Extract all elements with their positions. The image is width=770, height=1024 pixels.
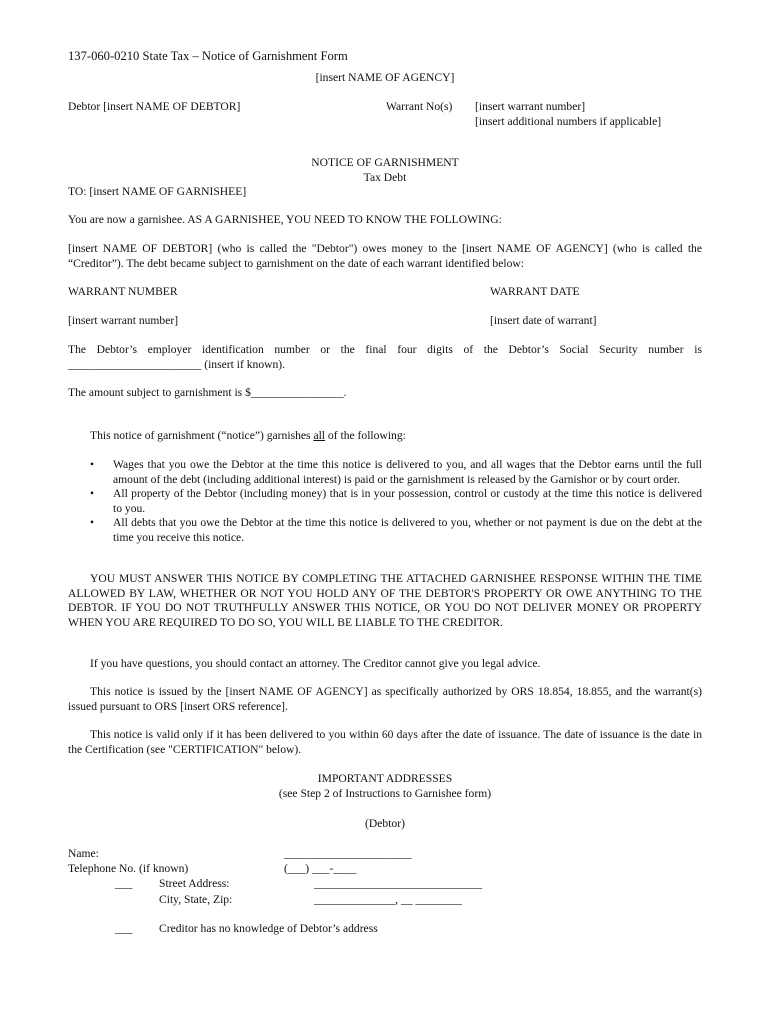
city-state-zip-field-line[interactable]: ______________, __ ________	[314, 893, 462, 906]
ssn-paragraph: The Debtor’s employer identification number or the final four digits of the Debtor’s Social Security number is _______________________ (insert if known).	[68, 343, 702, 371]
bullet-item-wages	[90, 458, 702, 487]
warrant-number-value: [insert warrant number]	[475, 100, 586, 113]
garnishes-text-pre: This notice of garnishment (“notice”) garnishes	[90, 429, 314, 442]
additional-warrant-numbers: [insert additional numbers if applicable]	[475, 115, 662, 128]
warrant-number-header: WARRANT NUMBER	[68, 285, 178, 298]
intro-paragraph: You are now a garnishee. AS A GARNISHEE, YOU NEED TO KNOW THE FOLLOWING:	[68, 213, 502, 226]
notice-subtitle: Tax Debt	[363, 171, 407, 184]
name-label: Name:	[68, 847, 99, 860]
bullet-text: All property of the Debtor (including money) that is in your possession, control or custody at the time this notice is delivered to you.	[113, 487, 702, 515]
no-knowledge-label: Creditor has no knowledge of Debtor’s address	[159, 922, 378, 935]
garnishes-paragraph	[90, 429, 406, 444]
bullet-icon: •	[90, 487, 95, 501]
issued-paragraph: This notice is issued by the [insert NAME OF AGENCY] as specifically authorized by ORS 18.854, 18.855, and the warrant(s) issued pursuant to ORS [insert ORS reference].	[68, 685, 702, 713]
city-state-zip-label: City, State, Zip:	[159, 893, 233, 906]
warrant-no-label: Warrant No(s)	[386, 100, 453, 113]
bullet-text: All debts that you owe the Debtor at the time this notice is delivered to you, whether or not payment is due on the debt at the time you receive this notice.	[113, 516, 702, 544]
debtor-label: Debtor [insert NAME OF DEBTOR]	[68, 100, 241, 113]
warning-paragraph: YOU MUST ANSWER THIS NOTICE BY COMPLETING THE ATTACHED GARNISHEE RESPONSE WITHIN THE TIME ALLOWED BY LAW, WHETHER OR NOT YOU HOLD ANY OF THE DEBTOR'S PROPERTY OR OWE ANYTHING TO THE DEBTOR. IF YOU DO NOT TRUTHFULLY ANSWER THIS NOTICE, OR YOU DO NOT DELIVER MONEY OR PROPERTY WHEN YOU ARE REQUIRED TO DO SO, YOU WILL BE LIABLE TO THE CREDITOR.	[68, 572, 702, 629]
name-field-line[interactable]: ______________________	[284, 847, 412, 860]
notice-title: NOTICE OF GARNISHMENT	[311, 156, 459, 169]
warrant-date-header: WARRANT DATE	[490, 285, 580, 298]
amount-paragraph: The amount subject to garnishment is $________________.	[68, 386, 347, 399]
form-title: 137-060-0210 State Tax – Notice of Garnishment Form	[68, 49, 348, 63]
addresses-subtitle: (see Step 2 of Instructions to Garnishee form)	[278, 787, 492, 800]
address-checkbox-blank[interactable]: ___	[115, 877, 133, 890]
garnishment-bullet-list	[90, 458, 702, 546]
debtor-section-label: (Debtor)	[365, 817, 405, 830]
owes-paragraph: [insert NAME OF DEBTOR] (who is called the "Debtor") owes money to the [insert NAME OF AGENCY] (who is called the “Creditor”). The debt became subject to garnishment on the date of each warrant identified below:	[68, 242, 702, 270]
bullet-icon: •	[90, 516, 95, 530]
warrant-number-cell: [insert warrant number]	[68, 314, 179, 327]
agency-placeholder	[0, 71, 770, 86]
garnishee-to: TO: [insert NAME OF GARNISHEE]	[68, 185, 247, 198]
no-knowledge-checkbox-blank[interactable]: ___	[115, 922, 133, 935]
street-address-label: Street Address:	[159, 877, 230, 890]
garnishes-text-post: of the following:	[325, 429, 406, 442]
telephone-label: Telephone No. (if known)	[68, 862, 189, 875]
garnishes-all-underlined: all	[313, 429, 326, 442]
bullet-text: Wages that you owe the Debtor at the time this notice is delivered to you, and all wages that the Debtor earns until the full amount of the debt (including additional interest) is paid or the garnishment is released by the Garnishor or by court order.	[113, 458, 702, 486]
bullet-item-property	[90, 487, 702, 516]
agency-placeholder-text: [insert NAME OF AGENCY]	[315, 71, 455, 84]
bullet-icon: •	[90, 458, 95, 471]
street-address-field-line[interactable]: _____________________________	[314, 877, 483, 890]
bullet-item-debts	[90, 516, 702, 545]
valid-paragraph: This notice is valid only if it has been delivered to you within 60 days after the date of issuance. The date of issuance is the date in the Certification (see "CERTIFICATION" below).	[68, 728, 702, 756]
telephone-field-line[interactable]: (___) ___-____	[284, 862, 357, 875]
addresses-title: IMPORTANT ADDRESSES	[317, 772, 453, 785]
warrant-date-cell: [insert date of warrant]	[490, 314, 597, 327]
questions-paragraph: If you have questions, you should contact an attorney. The Creditor cannot give you legal advice.	[90, 657, 541, 670]
